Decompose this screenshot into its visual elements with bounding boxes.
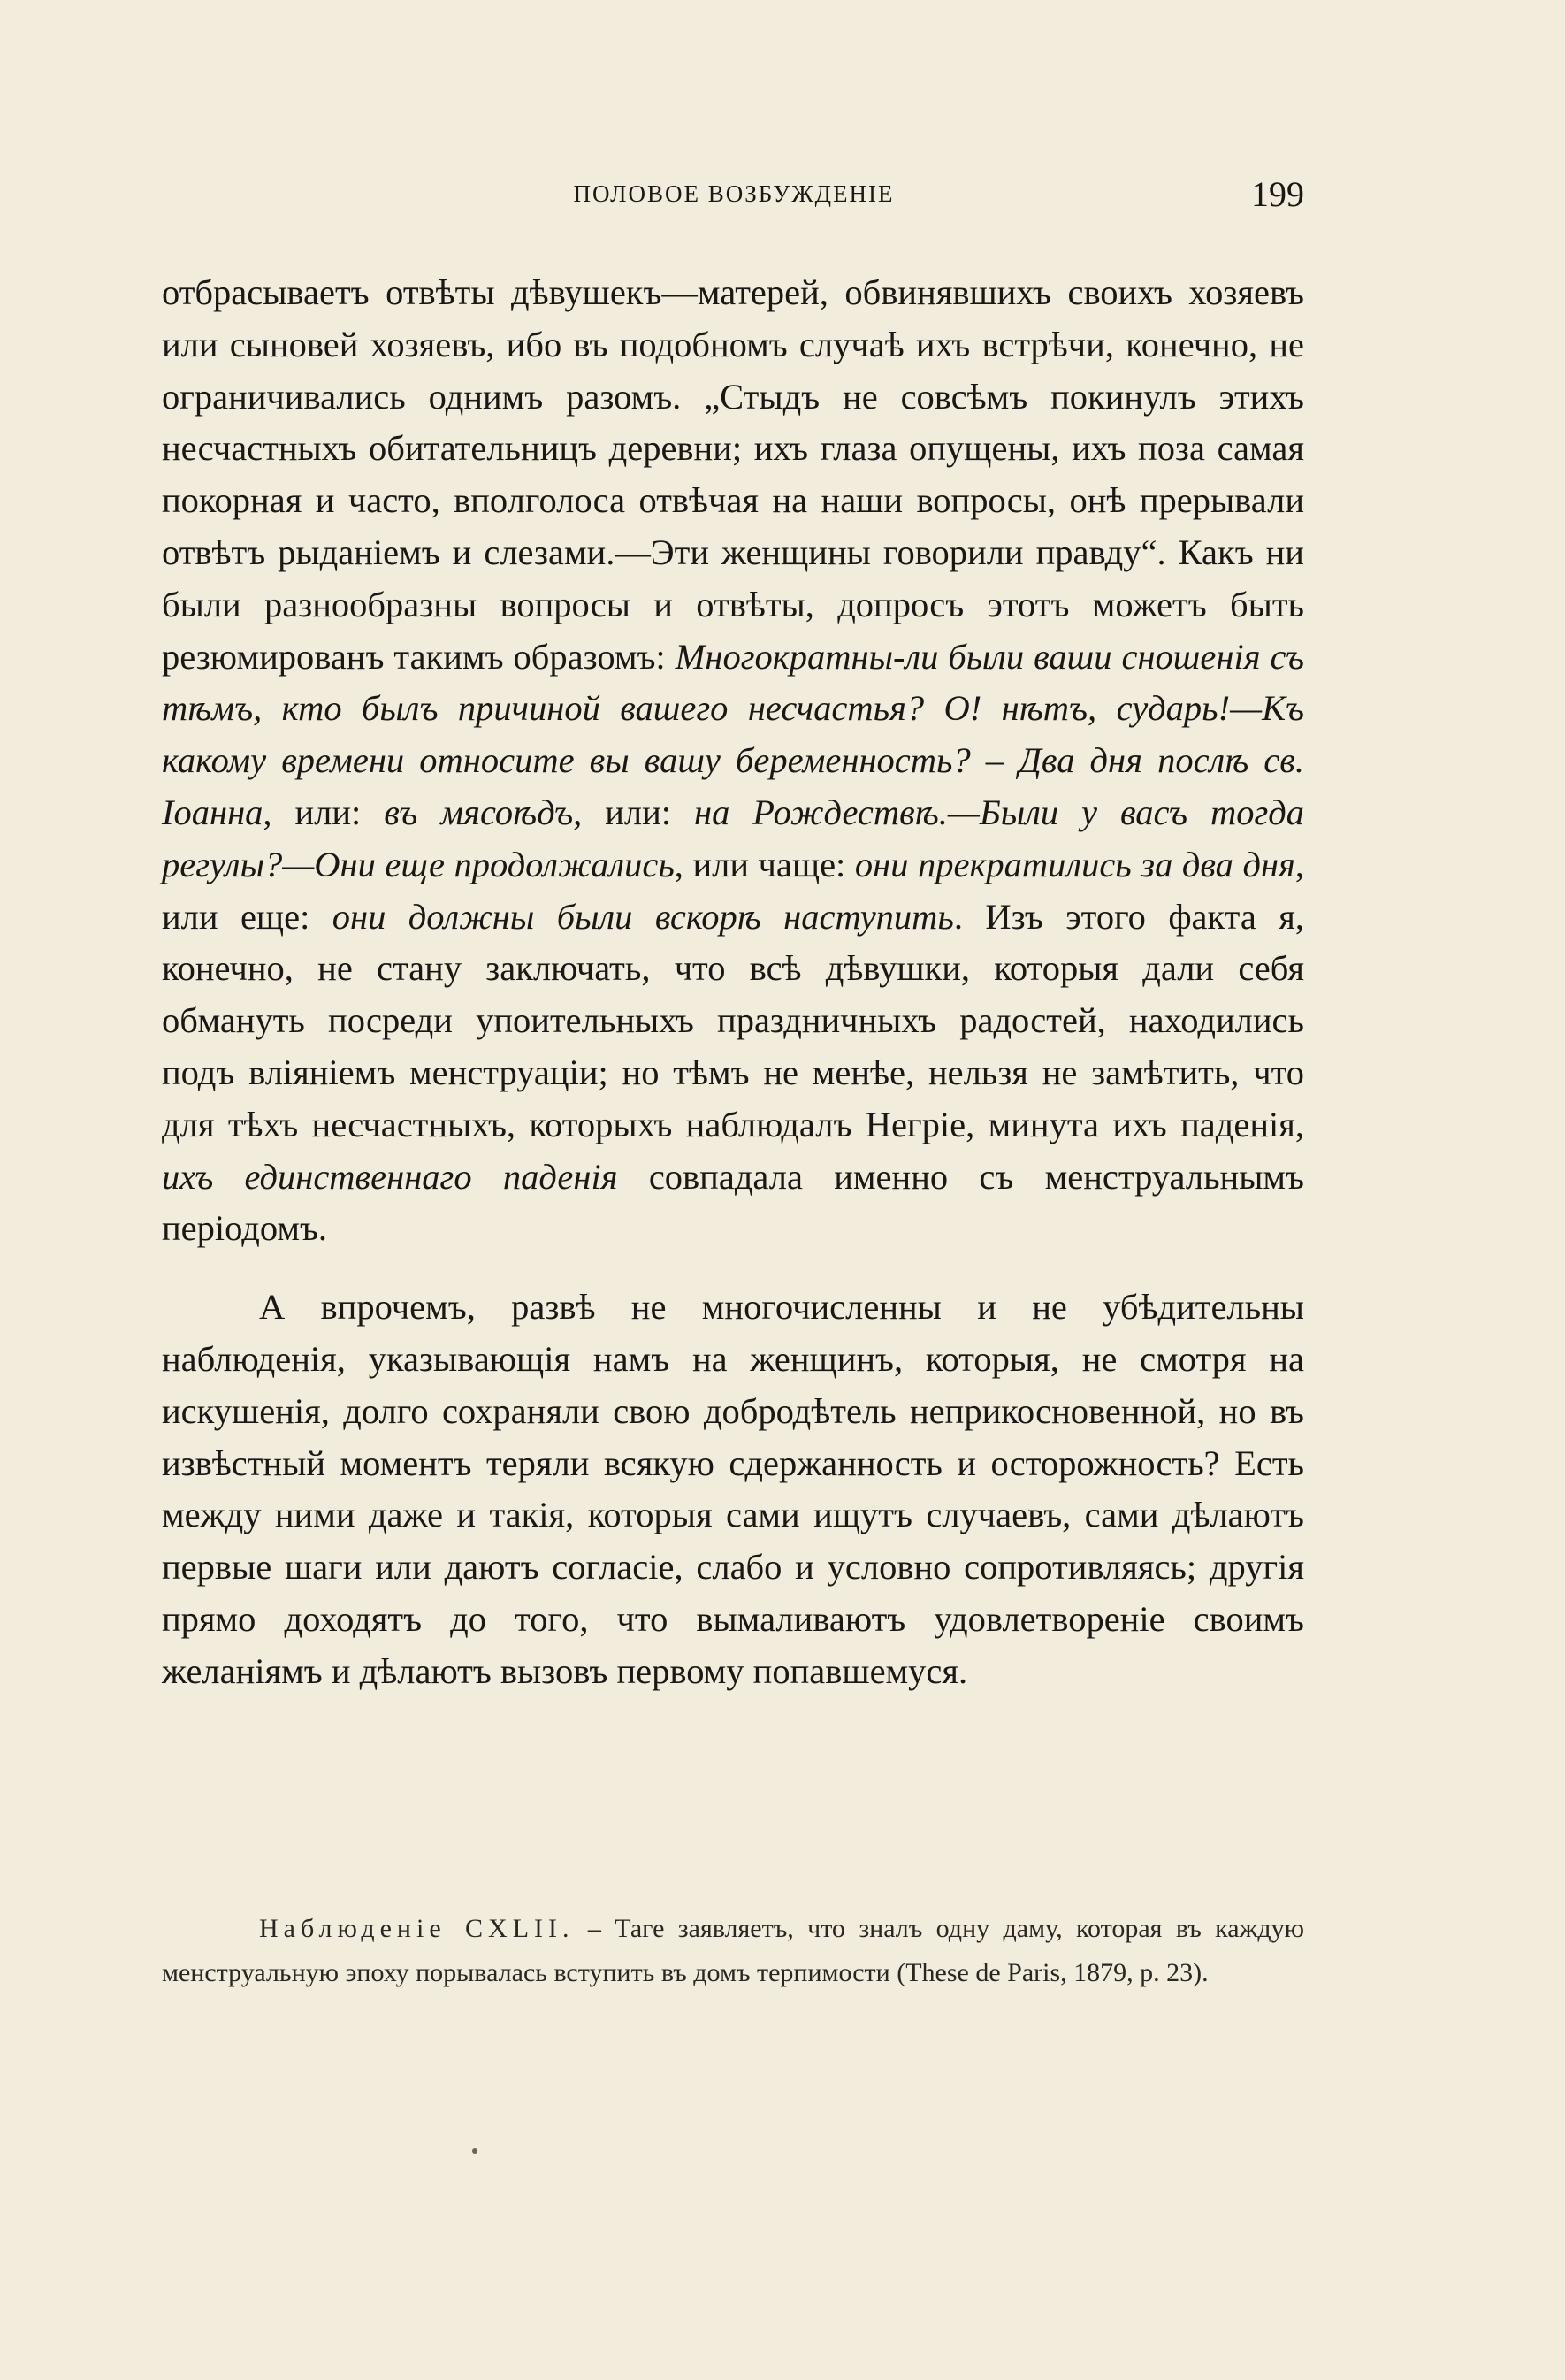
text-run: отбрасываетъ отвѣты дѣвушекъ—матерей, обвинявшихъ своихъ хозяевъ или сыновей хозяевъ, ибо въ подобномъ случаѣ ихъ встрѣчи, конечно, не ограничивались однимъ разомъ. „Стыдъ не совсѣмъ покинулъ этихъ несчастныхъ обитательницъ деревни; ихъ глаза опущены, ихъ поза самая покорная и часто, вполголоса отвѣчая на наши вопросы, онѣ прерывали отвѣтъ рыданіемъ и слезами.—Эти женщины говорили правду“. Какъ ни были разнообразны вопросы и отвѣты, допросъ этотъ можетъ быть резюмированъ такимъ образомъ:: [162, 272, 1304, 677]
page-number: 199: [1251, 174, 1304, 214]
text-run: , или:: [263, 792, 385, 832]
italic-dialogue: въ мясоѣдъ: [384, 792, 574, 832]
italic-dialogue: на Рождествѣ.—Были у васъ тогда регулы?—Они еще продолжались: [162, 792, 1304, 884]
italic-dialogue: они прекратились за два дня: [854, 844, 1295, 884]
italic-dialogue: они должны были вскорѣ наступить: [332, 896, 954, 937]
paragraph-2: А впрочемъ, развѣ не многочисленны и не убѣдительны наблюденія, указывающія намъ на женщинъ, которыя, не смотря на искушенія, долго сохраняли свою добродѣтель неприкосновенной, но въ извѣстный моментъ теряли всякую сдержанность и осторожность? Есть между ними даже и такія, которыя сами ищутъ случаевъ, сами дѣлаютъ первые шаги или даютъ согласіе, слабо и условно сопротивляясь; другія прямо доходятъ до того, что вымаливаютъ удовлетвореніе своимъ желаніямъ и дѣлаютъ вызовъ первому попавшемуся.: [162, 1287, 1304, 1691]
footnote-paragraph: [162, 1907, 1304, 1995]
paragraph-1: [162, 267, 1304, 1255]
text-run: . Изъ этого факта я, конечно, не стану заключать, что всѣ дѣвушки, которыя дали себя обмануть посреди упоительныхъ праздничныхъ радостей, находились подъ вліяніемъ менструаціи; но тѣмъ не менѣе, нельзя не замѣтить, что для тѣхъ несчастныхъ, которыхъ наблюдалъ Негріе, минута ихъ паденія,: [162, 896, 1304, 1144]
text-run: , или чаще:: [674, 844, 855, 884]
page-header: [164, 173, 1304, 226]
paper-speck: [472, 2148, 477, 2154]
main-text: [162, 267, 1304, 1698]
italic-dialogue: Многократны-ли были ваши сношенія съ тѣмъ, кто былъ причиной вашего несчастья? О! нѣтъ, сударь!—Къ какому времени относите вы вашу беременность? – Два дня послѣ св. Іоанна: [162, 636, 1304, 832]
italic-phrase: ихъ единственнаго паденія: [162, 1156, 618, 1197]
footnote: [162, 1907, 1304, 1995]
text-run: , или:: [573, 792, 695, 832]
text-run: , или еще:: [162, 844, 1304, 937]
running-head: ПОЛОВОЕ ВОЗБУЖДЕНІЕ: [573, 180, 895, 207]
text-run: совпадала именно съ менструальнымъ періодомъ.: [162, 1156, 1304, 1249]
footnote-label: Наблюденіе CXLII.: [259, 1914, 575, 1943]
footnote-text: – Таге заявляетъ, что зналъ одну даму, которая въ каждую менструальную эпоху порывалась вступить въ домъ терпимости (These de Paris, 1879, p. 23).: [162, 1914, 1304, 1987]
